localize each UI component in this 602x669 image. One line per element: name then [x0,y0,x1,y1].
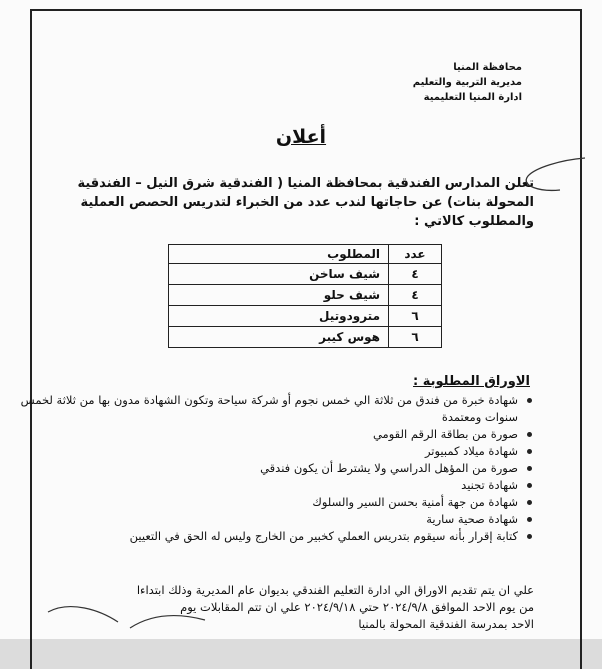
governorate-line: محافظة المنيا [453,62,522,73]
list-item: شهادة تجنيد [8,477,518,494]
letterhead [362,60,522,105]
count-cell: ٦ [389,327,442,348]
closing-paragraph [24,582,534,633]
table-row [169,327,442,348]
count-cell: ٤ [389,264,442,285]
list-item: كتابة إقرار بأنه سيقوم بتدريس العملي كخبير من الخارج وليس له الحق في التعيين [8,528,518,545]
administration-line: ادارة المنيا التعليمية [423,92,522,103]
count-header: عدد [389,245,442,264]
role-cell: مترودوتيل [169,306,389,327]
table-row [169,285,442,306]
page-title: أعلان [275,126,327,148]
list-item: شهادة من جهة أمنية بحسن السير والسلوك [8,494,518,511]
documents-heading: الاوراق المطلوبة : [413,374,530,389]
documents-list [8,392,534,545]
list-item: شهادة خبرة من فندق من ثلاثة الي خمس نجوم أو شركة سياحة وتكون الشهادة مدون بها من ثلاثة لخمس سنوات ومعتمدة [8,392,518,426]
list-item: شهادة صحية سارية [8,511,518,528]
directorate-line: مديرية التربية والتعليم [412,77,522,88]
count-cell: ٦ [389,306,442,327]
table-header-row [169,245,442,264]
role-cell: شيف ساخن [169,264,389,285]
role-cell: هوس كيبر [169,327,389,348]
role-header: المطلوب [169,245,389,264]
count-cell: ٤ [389,285,442,306]
requirements-table [168,244,442,348]
table-row [169,306,442,327]
list-item: شهادة ميلاد كمبيوتر [8,443,518,460]
table-row [169,264,442,285]
intro-paragraph: تعلن المدارس الفندقية بمحافظة المنيا ( الفندقية شرق النيل – الفندقية المحولة بنات) عن حاجاتها لندب عدد من الخبراء لتدريس الحصص العملية والمطلوب كالاتي : [77,176,534,229]
role-cell: شيف حلو [169,285,389,306]
closing-line-2: من يوم الاحد الموافق ٢٠٢٤/٩/٨ حتي ٢٠٢٤/٩/١٨ علي ان تتم المقابلات يوم [180,600,534,614]
list-item: صورة من المؤهل الدراسي ولا يشترط أن يكون فندقي [8,460,518,477]
list-item: صورة من بطاقة الرقم القومي [8,426,518,443]
closing-line-3: الاحد بمدرسة الفندقية المحولة بالمنيا [358,617,534,631]
closing-line-1: علي ان يتم تقديم الاوراق الي ادارة التعليم الفندقي بديوان عام المديرية وذلك ابتداءا [136,583,534,597]
